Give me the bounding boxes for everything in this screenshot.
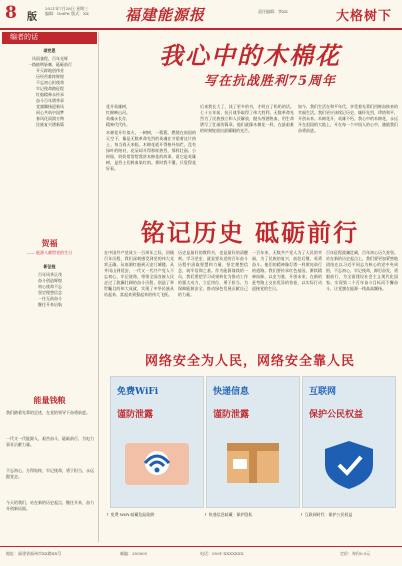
article-a-column-2: 后来我长大了，读了更多的书，才明白了奶奶的话。七十五年前，抗日战争取得了伟大胜利，无数革命先烈为了民族独立和人民解放，抛头颅洒热血，用生命谱写了壮丽的篇章。他们就像木棉花一样，在最艰难的时刻绽放出最耀眼的光芒。 — [200, 104, 294, 133]
page-footer — [0, 546, 402, 566]
article-b-title: 铭记历史 砥砺前行 — [140, 218, 360, 247]
sidebar-section2-title: 新征程 — [43, 264, 56, 269]
package-illustration-icon — [207, 377, 299, 507]
article-b-column-4: 百年征程波澜壮阔，百年初心历久弥坚。站在新的历史起点上，我们要更加紧密地团结在以习近平同志为核心的党中央周围，不忘初心，牢记使命，踔厉奋发，勇毅前行，为全面建设社会主义现代化国家、实现第二个百年奋斗目标而不懈奋斗，让党旗在能源一线高高飘扬。 — [326, 250, 398, 291]
left-sidebar — [2, 32, 97, 542]
article-c-title: 网络安全为人民，网络安全靠人民 — [144, 354, 355, 369]
sidebar-paragraph: 一代又一代能源人，艰苦奋斗，砥砺前行，为电力事业贡献力量。 — [6, 436, 94, 447]
sidebar-red-subheading: —— 能源人献给党的生日 — [26, 250, 73, 255]
article-b-column-1: 在中国共产党成立一百周年之际，回顾百年历程，我们深刻感受到党的伟大光荣正确。从南湖红船到天安门城楼，从井冈山到延安，一代又一代共产党人不忘初心，牢记使命，带领全国各族人民走过了波澜壮阔的奋斗历程，创造了举世瞩目的伟大成就，实现了中华民族从站起来、富起来到强起来的伟大飞跃。 — [104, 250, 174, 297]
article-a-column-1: 木棉花开红似火，一树树，一簇簇，燃烧在南国的天空下，像是无数革命先烈的英魂在守望着这片热土。每当春天来临，木棉花就开得格外灿烂，没有绿叶的陪衬，花朵却开得那样热烈，那样壮丽。小时候，奶奶常常给我讲木棉花的故事，说它是英雄树，是烈士们鲜血染红的。那时我不懂，只觉得花好看。 — [106, 130, 196, 171]
article-a-poem: 花开英雄树， 红棉映山河。 英魂永长存， 精神代代传。 — [106, 104, 130, 127]
sidebar-section2-line: 坚定理想信念 — [38, 290, 62, 295]
footer-address: 地址：福建省福州市XX路XX号 — [6, 551, 62, 556]
header-editor-info: 责任编辑：李XX — [258, 9, 288, 14]
sidebar-poem-line: 牢记使命踏征程 — [36, 86, 64, 91]
wifi-illustration-icon — [111, 377, 203, 507]
header-date: 2021年7月28日 星期三 编辑：GetFit 版式：XX — [45, 6, 89, 16]
sidebar-section2-line: 初心使命不忘 — [38, 284, 62, 289]
sidebar-poem-line: 春风化雨润万物 — [36, 116, 64, 121]
footer-price: 定价：每份0.5元 — [340, 551, 371, 556]
sidebar-paragraph: 不忘初心，方得始终，牢记使命，勇于担当，永远跟党走。 — [6, 468, 94, 479]
article-b-column-2: 历史是最好的教科书，也是最好的清醒剂。学习党史，就是要从党的百年奋斗历程中汲取智慧和力量，坚定理想信念，筑牢信仰之基。作为能源战线的一员，我们要把学习成果转化为推动工作的强大动力，立足岗位，勇于担当，为保障能源安全、推动绿色发展贡献自己的力量。 — [178, 250, 248, 297]
sidebar-section2-line: 百年风华正茂 — [38, 272, 62, 277]
article-b-column-3: 一百年来，无数共产党人为了人民的幸福，为了民族的复兴，前赴后继，英勇奋斗。他们的精神像灯塔一样照亮前行的道路。我们要传承红色基因，赓续精神血脉，以史为鉴，开创未来，在新的赶考路上交出优异的答卷，以实际行动迎接党的生日。 — [252, 250, 322, 291]
poster-caption: ↑ 快递信息暗藏 · 保护隐私 — [204, 512, 253, 517]
poster-wifi: 免费WiFi 谨防泄露 — [110, 376, 204, 508]
page-number: 8 — [5, 3, 17, 23]
shield-illustration-icon — [303, 377, 395, 507]
sidebar-poem-line: 党旗飘扬迎新风 — [36, 104, 64, 109]
sidebar-paragraph: 我们踏着先辈的足迹，在党的领导下奋勇前进。 — [6, 410, 90, 415]
column-divider — [98, 32, 99, 542]
poster-caption: ↑ 互联网时代 · 保护公民权益 — [300, 512, 353, 517]
section-title: 大格树下 — [336, 9, 393, 24]
sidebar-poem-line: 历经苦难终辉煌 — [36, 74, 64, 79]
sidebar-section2-line: 继往开来启航 — [38, 302, 62, 307]
article-a-title: 我心中的木棉花 — [159, 41, 341, 70]
page-header — [0, 0, 402, 30]
sidebar-heading: 颂党恩 — [43, 48, 56, 53]
sidebar-section3-title: 能量钱粮 — [33, 395, 66, 405]
sidebar-poem-line: 不忘初心担使命 — [36, 80, 64, 85]
page-suffix: 版 — [27, 12, 37, 23]
footer-phone: 电话：0591-XXXXXXX — [200, 551, 244, 556]
sidebar-paragraph: 今天的我们，站在新的历史起点，继往开来，奋力开创新局面。 — [6, 500, 94, 511]
sidebar-banner: 编者的话 — [2, 32, 97, 44]
footer-postcode: 邮编：350001 — [120, 551, 148, 556]
sidebar-poem-line: 一路披荆斩棘，砥砺前行 — [28, 62, 72, 67]
sidebar-section2-line: 奋斗创造辉煌 — [38, 278, 62, 283]
sidebar-poem-line: 红船精神永传承 — [36, 92, 64, 97]
sidebar-section2-line: 一往无前奋斗 — [38, 296, 62, 301]
poster-delivery: 快递信息 谨防泄露 — [206, 376, 300, 508]
sidebar-poem-line: 开天辟地创伟业 — [36, 68, 64, 73]
sidebar-poem-line: 同心共筑中国梦 — [36, 110, 64, 115]
article-a-subtitle: 写在抗战胜利75周年 — [203, 74, 337, 89]
sidebar-red-heading: 贺福 — [41, 238, 58, 248]
article-a-column-3: 如今，我们生活在和平年代，享受着先辈们用鲜血换来的幸福生活。我们更应该铭记历史，缅怀先烈，珍惜和平，开创未来。木棉花开，英雄不朽，我心中的木棉花，永远开在祖国的大地上，开在每一个中国人的心中，激励我们奋勇前进。 — [298, 104, 398, 133]
sidebar-poem-line: 风雨兼程，百年光辉 — [32, 56, 68, 61]
sidebar-poem-line: 奋斗百年谱华章 — [36, 98, 64, 103]
poster-caption: ↑ 免费 WiFi 暗藏危险陷阱 — [106, 512, 155, 517]
newspaper-brand: 福建能源报 — [125, 6, 206, 24]
sidebar-poem-line: 民族复兴谱新篇 — [36, 122, 64, 127]
poster-internet-rights: 互联网 保护公民权益 — [302, 376, 396, 508]
